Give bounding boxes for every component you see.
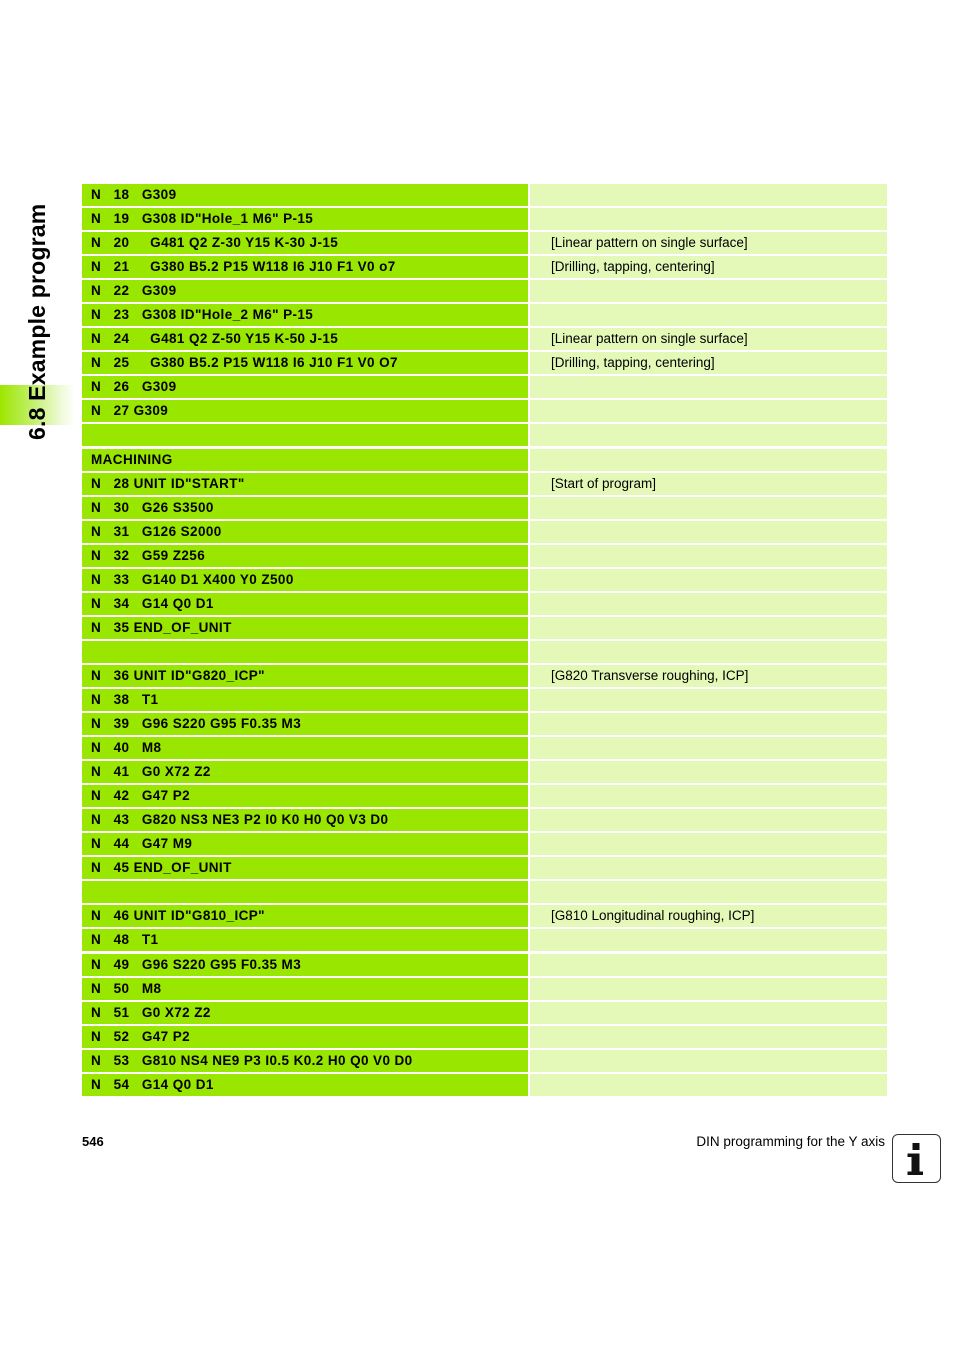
comment-cell: [530, 954, 887, 976]
comment-cell: [530, 785, 887, 807]
nc-code-cell: N 25 G380 B5.2 P15 W118 I6 J10 F1 V0 O7: [82, 352, 528, 374]
nc-code-cell: N 41 G0 X72 Z2: [82, 761, 528, 783]
nc-code-cell: N 28 UNIT ID"START": [82, 473, 528, 495]
table-row: [82, 449, 887, 471]
page-number: 546: [82, 1134, 104, 1149]
table-row: [82, 208, 887, 230]
nc-code-cell: N 43 G820 NS3 NE3 P2 I0 K0 H0 Q0 V3 D0: [82, 809, 528, 831]
nc-code-cell: N 24 G481 Q2 Z-50 Y15 K-50 J-15: [82, 328, 528, 350]
nc-code-cell: N 30 G26 S3500: [82, 497, 528, 519]
nc-code-cell: N 35 END_OF_UNIT: [82, 617, 528, 639]
nc-code-cell: N 48 T1: [82, 929, 528, 951]
table-row: [82, 1074, 887, 1096]
nc-code-cell: N 18 G309: [82, 184, 528, 206]
comment-cell: [G810 Longitudinal roughing, ICP]: [530, 905, 887, 927]
nc-code-cell: N 33 G140 D1 X400 Y0 Z500: [82, 569, 528, 591]
table-row: [82, 424, 887, 446]
nc-code-cell: N 53 G810 NS4 NE9 P3 I0.5 K0.2 H0 Q0 V0 D0: [82, 1050, 528, 1072]
table-row: [82, 665, 887, 687]
table-row: [82, 761, 887, 783]
comment-cell: [530, 400, 887, 422]
comment-cell: [530, 545, 887, 567]
nc-code-cell: N 34 G14 Q0 D1: [82, 593, 528, 615]
comment-cell: [530, 761, 887, 783]
nc-code-cell: N 45 END_OF_UNIT: [82, 857, 528, 879]
table-row: [82, 328, 887, 350]
table-row: [82, 545, 887, 567]
comment-cell: [530, 1002, 887, 1024]
nc-code-cell: N 36 UNIT ID"G820_ICP": [82, 665, 528, 687]
comment-cell: [530, 833, 887, 855]
comment-cell: [530, 641, 887, 663]
table-row: [82, 521, 887, 543]
table-row: [82, 352, 887, 374]
nc-code-cell: N 42 G47 P2: [82, 785, 528, 807]
comment-cell: [530, 304, 887, 326]
table-row: [82, 954, 887, 976]
nc-code-cell: MACHINING: [82, 449, 528, 471]
table-row: [82, 232, 887, 254]
comment-cell: [530, 449, 887, 471]
comment-cell: [530, 376, 887, 398]
nc-code-cell: N 32 G59 Z256: [82, 545, 528, 567]
nc-code-cell: N 49 G96 S220 G95 F0.35 M3: [82, 954, 528, 976]
table-row: [82, 497, 887, 519]
nc-code-cell: [82, 424, 528, 446]
table-row: [82, 400, 887, 422]
table-row: [82, 256, 887, 278]
comment-cell: [530, 521, 887, 543]
table-row: [82, 304, 887, 326]
table-row: [82, 857, 887, 879]
comment-cell: [G820 Transverse roughing, ICP]: [530, 665, 887, 687]
table-row: [82, 713, 887, 735]
comment-cell: [530, 569, 887, 591]
comment-cell: [Linear pattern on single surface]: [530, 232, 887, 254]
table-row: [82, 1026, 887, 1048]
comment-cell: [530, 929, 887, 951]
nc-code-cell: N 23 G308 ID"Hole_2 M6" P-15: [82, 304, 528, 326]
comment-cell: [530, 593, 887, 615]
comment-cell: [Drilling, tapping, centering]: [530, 352, 887, 374]
comment-cell: [530, 424, 887, 446]
table-row: [82, 689, 887, 711]
table-row: [82, 569, 887, 591]
nc-code-cell: [82, 881, 528, 903]
comment-cell: [530, 1074, 887, 1096]
table-row: [82, 641, 887, 663]
comment-cell: [530, 208, 887, 230]
table-row: [82, 1002, 887, 1024]
table-row: [82, 785, 887, 807]
nc-code-cell: N 44 G47 M9: [82, 833, 528, 855]
table-row: [82, 617, 887, 639]
table-row: [82, 376, 887, 398]
comment-cell: [530, 881, 887, 903]
nc-code-cell: N 54 G14 Q0 D1: [82, 1074, 528, 1096]
nc-code-cell: N 51 G0 X72 Z2: [82, 1002, 528, 1024]
comment-cell: [530, 280, 887, 302]
comment-cell: [530, 737, 887, 759]
info-icon: [892, 1134, 941, 1183]
table-row: [82, 809, 887, 831]
table-row: [82, 833, 887, 855]
table-row: [82, 881, 887, 903]
comment-cell: [530, 184, 887, 206]
nc-code-cell: N 27 G309: [82, 400, 528, 422]
table-row: [82, 473, 887, 495]
comment-cell: [Linear pattern on single surface]: [530, 328, 887, 350]
table-row: [82, 737, 887, 759]
comment-cell: [530, 713, 887, 735]
comment-cell: [530, 978, 887, 1000]
nc-code-cell: N 20 G481 Q2 Z-30 Y15 K-30 J-15: [82, 232, 528, 254]
comment-cell: [530, 689, 887, 711]
program-table: [82, 184, 887, 1098]
nc-code-cell: N 39 G96 S220 G95 F0.35 M3: [82, 713, 528, 735]
table-row: [82, 978, 887, 1000]
nc-code-cell: N 52 G47 P2: [82, 1026, 528, 1048]
table-row: [82, 929, 887, 951]
comment-cell: [530, 857, 887, 879]
comment-cell: [530, 809, 887, 831]
table-row: [82, 280, 887, 302]
comment-cell: [530, 617, 887, 639]
footer-chapter-title: DIN programming for the Y axis: [696, 1134, 885, 1149]
table-row: [82, 905, 887, 927]
nc-code-cell: N 22 G309: [82, 280, 528, 302]
nc-code-cell: N 46 UNIT ID"G810_ICP": [82, 905, 528, 927]
nc-code-cell: N 21 G380 B5.2 P15 W118 I6 J10 F1 V0 o7: [82, 256, 528, 278]
table-row: [82, 593, 887, 615]
comment-cell: [Drilling, tapping, centering]: [530, 256, 887, 278]
nc-code-cell: [82, 641, 528, 663]
comment-cell: [530, 1026, 887, 1048]
table-row: [82, 1050, 887, 1072]
nc-code-cell: N 40 M8: [82, 737, 528, 759]
nc-code-cell: N 50 M8: [82, 978, 528, 1000]
nc-code-cell: N 19 G308 ID"Hole_1 M6" P-15: [82, 208, 528, 230]
nc-code-cell: N 26 G309: [82, 376, 528, 398]
nc-code-cell: N 38 T1: [82, 689, 528, 711]
comment-cell: [Start of program]: [530, 473, 887, 495]
comment-cell: [530, 1050, 887, 1072]
table-row: [82, 184, 887, 206]
comment-cell: [530, 497, 887, 519]
nc-code-cell: N 31 G126 S2000: [82, 521, 528, 543]
section-title: 6.8 Example program: [24, 203, 50, 440]
info-glyph-icon: [893, 1135, 939, 1181]
